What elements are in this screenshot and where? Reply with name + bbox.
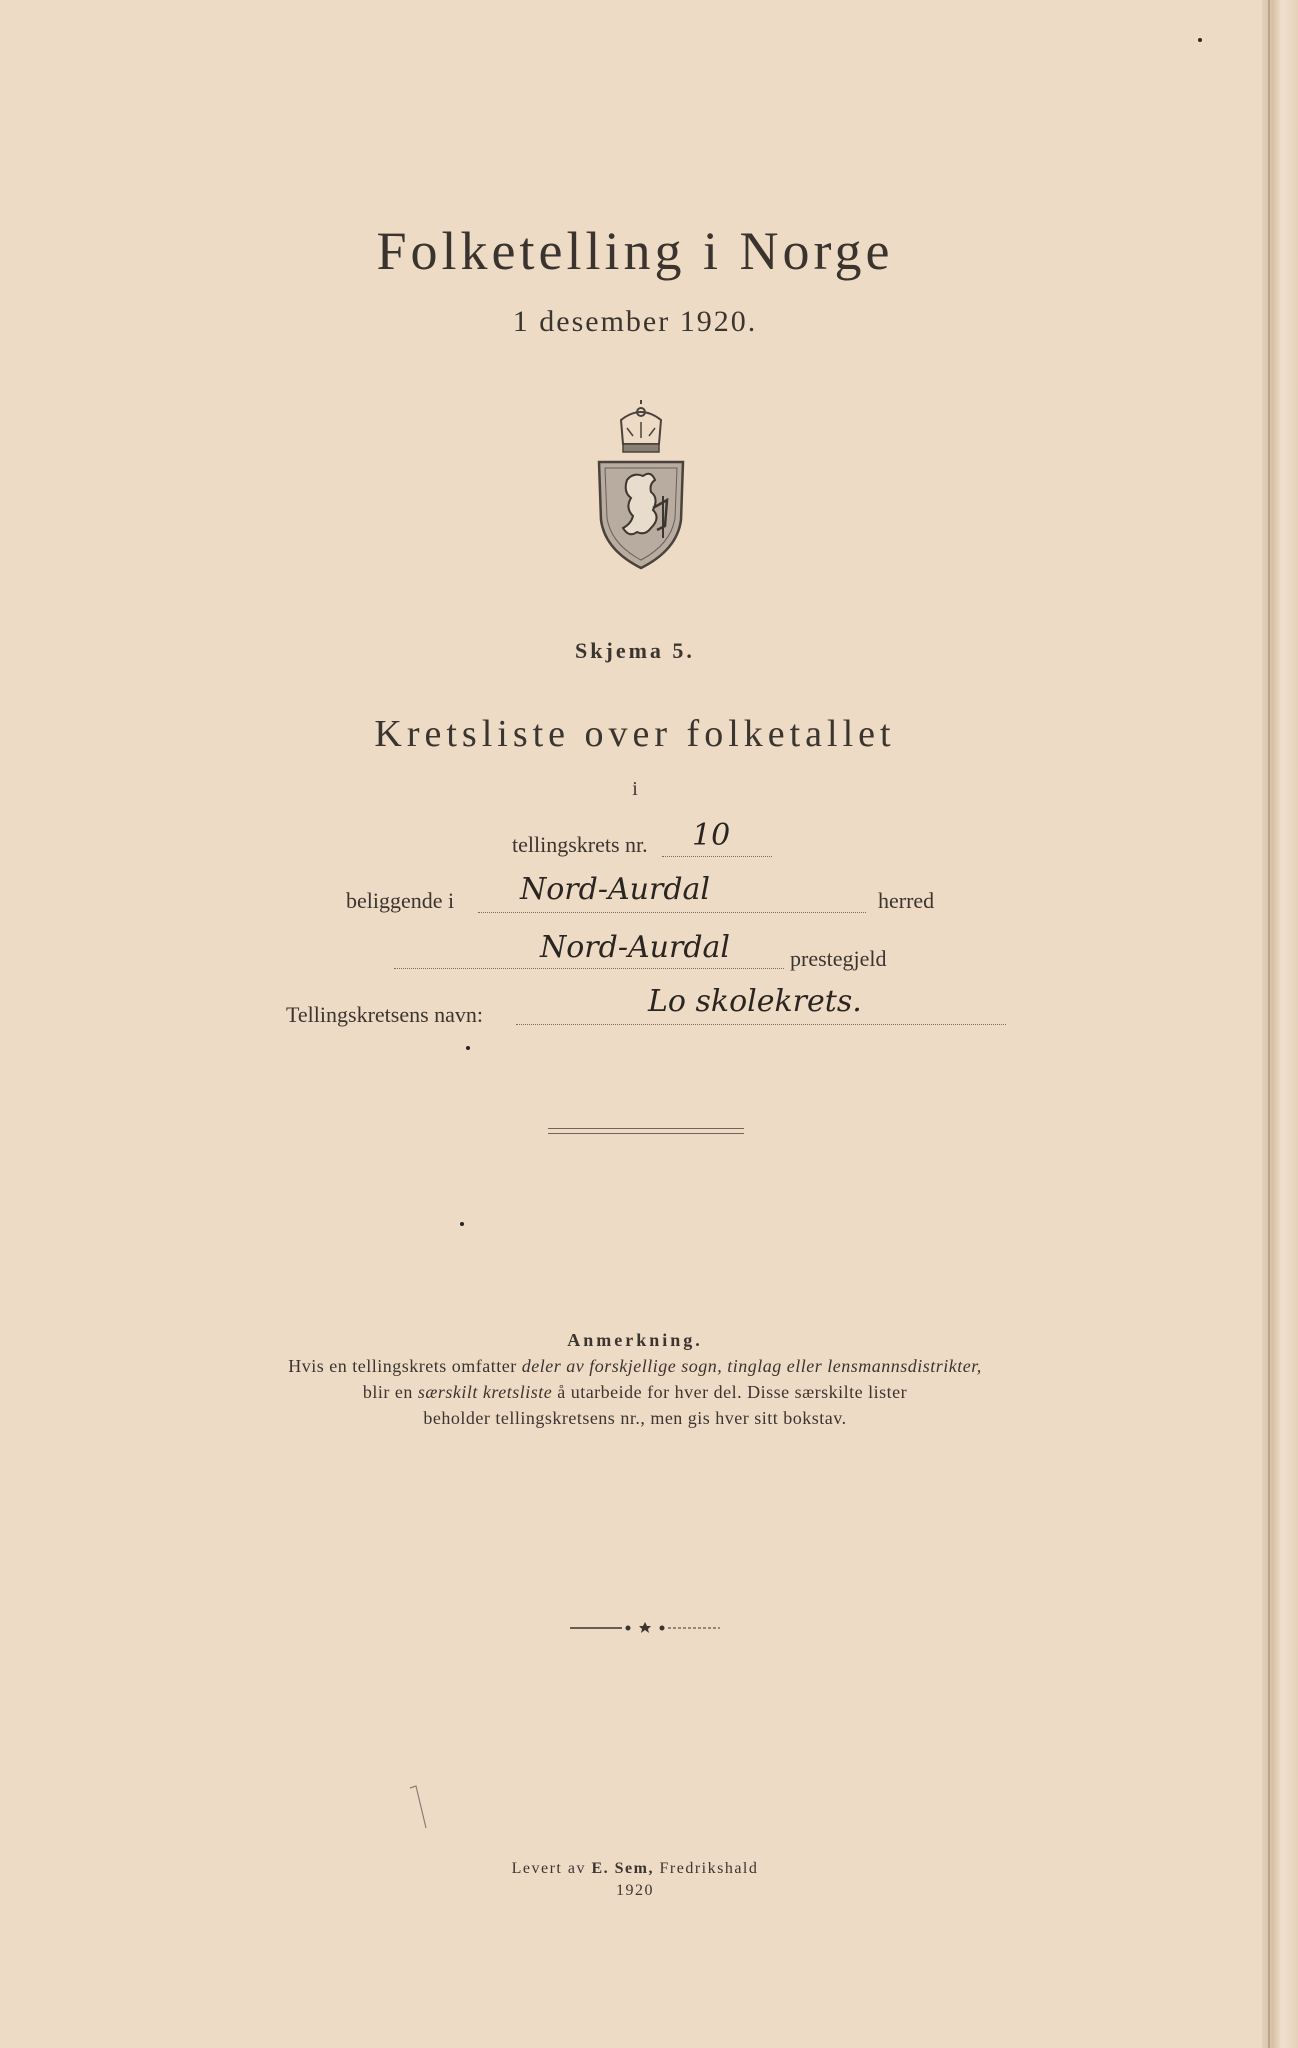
norwegian-coat-of-arms-icon	[593, 400, 689, 570]
tellingskrets-label: tellingskrets nr.	[512, 832, 648, 857]
paper-edge-line	[1268, 0, 1270, 2048]
prestegjeld-label: prestegjeld	[790, 946, 887, 971]
printer-credit	[0, 1860, 1270, 1878]
note-line-2-italic: særskilt kretsliste	[417, 1382, 553, 1402]
navn-dotted-line	[516, 1024, 1006, 1025]
note-line-2	[0, 1382, 1270, 1403]
form-heading: Kretsliste over folketallet	[374, 713, 896, 755]
note-line-1-italic: deler av forskjellige sogn, tinglag eller lensmannsdistrikter,	[521, 1356, 982, 1376]
heading-connector: i	[632, 778, 638, 800]
tellingskrets-dotted-line	[662, 856, 772, 857]
pencil-mark	[404, 1782, 434, 1832]
prestegjeld-dotted-line	[394, 968, 784, 969]
ink-speck	[1198, 38, 1202, 42]
prestegjeld-value: Nord-Aurdal	[540, 930, 731, 965]
beliggende-label: beliggende i	[346, 888, 455, 913]
beliggende-value: Nord-Aurdal	[520, 872, 711, 907]
ornament-divider	[570, 1622, 720, 1634]
navn-value: Lo skolekrets.	[648, 984, 862, 1019]
note-line-1	[0, 1356, 1270, 1377]
note-title: Anmerkning.	[567, 1330, 703, 1350]
note-line-3: beholder tellingskretsens nr., men gis hver sitt bokstav.	[423, 1408, 847, 1428]
note-line-1-plain: Hvis en tellingskrets omfatter	[288, 1356, 522, 1376]
printer-city: Fredrikshald	[653, 1860, 759, 1877]
tellingskrets-value: 10	[692, 818, 731, 853]
beliggende-dotted-line	[478, 912, 866, 913]
document-subtitle: 1 desember 1920.	[512, 305, 758, 338]
ink-speck	[466, 1046, 470, 1050]
herred-label: herred	[878, 888, 935, 913]
printer-prefix: Levert av	[511, 1860, 592, 1877]
document-title: Folketelling i Norge	[376, 221, 894, 281]
schema-number: Skjema 5.	[575, 638, 695, 663]
printer-year: 1920	[616, 1882, 654, 1899]
note-line-2-plain-a: blir en	[362, 1382, 418, 1402]
faded-bleed-through	[110, 142, 118, 163]
ink-speck	[460, 1222, 464, 1226]
note-line-2-plain-b: å utarbeide for hver del. Disse særskilte lister	[552, 1382, 908, 1402]
navn-label: Tellingskretsens navn:	[286, 1002, 484, 1027]
double-rule-separator	[548, 1128, 744, 1134]
printer-name: E. Sem,	[591, 1860, 654, 1877]
